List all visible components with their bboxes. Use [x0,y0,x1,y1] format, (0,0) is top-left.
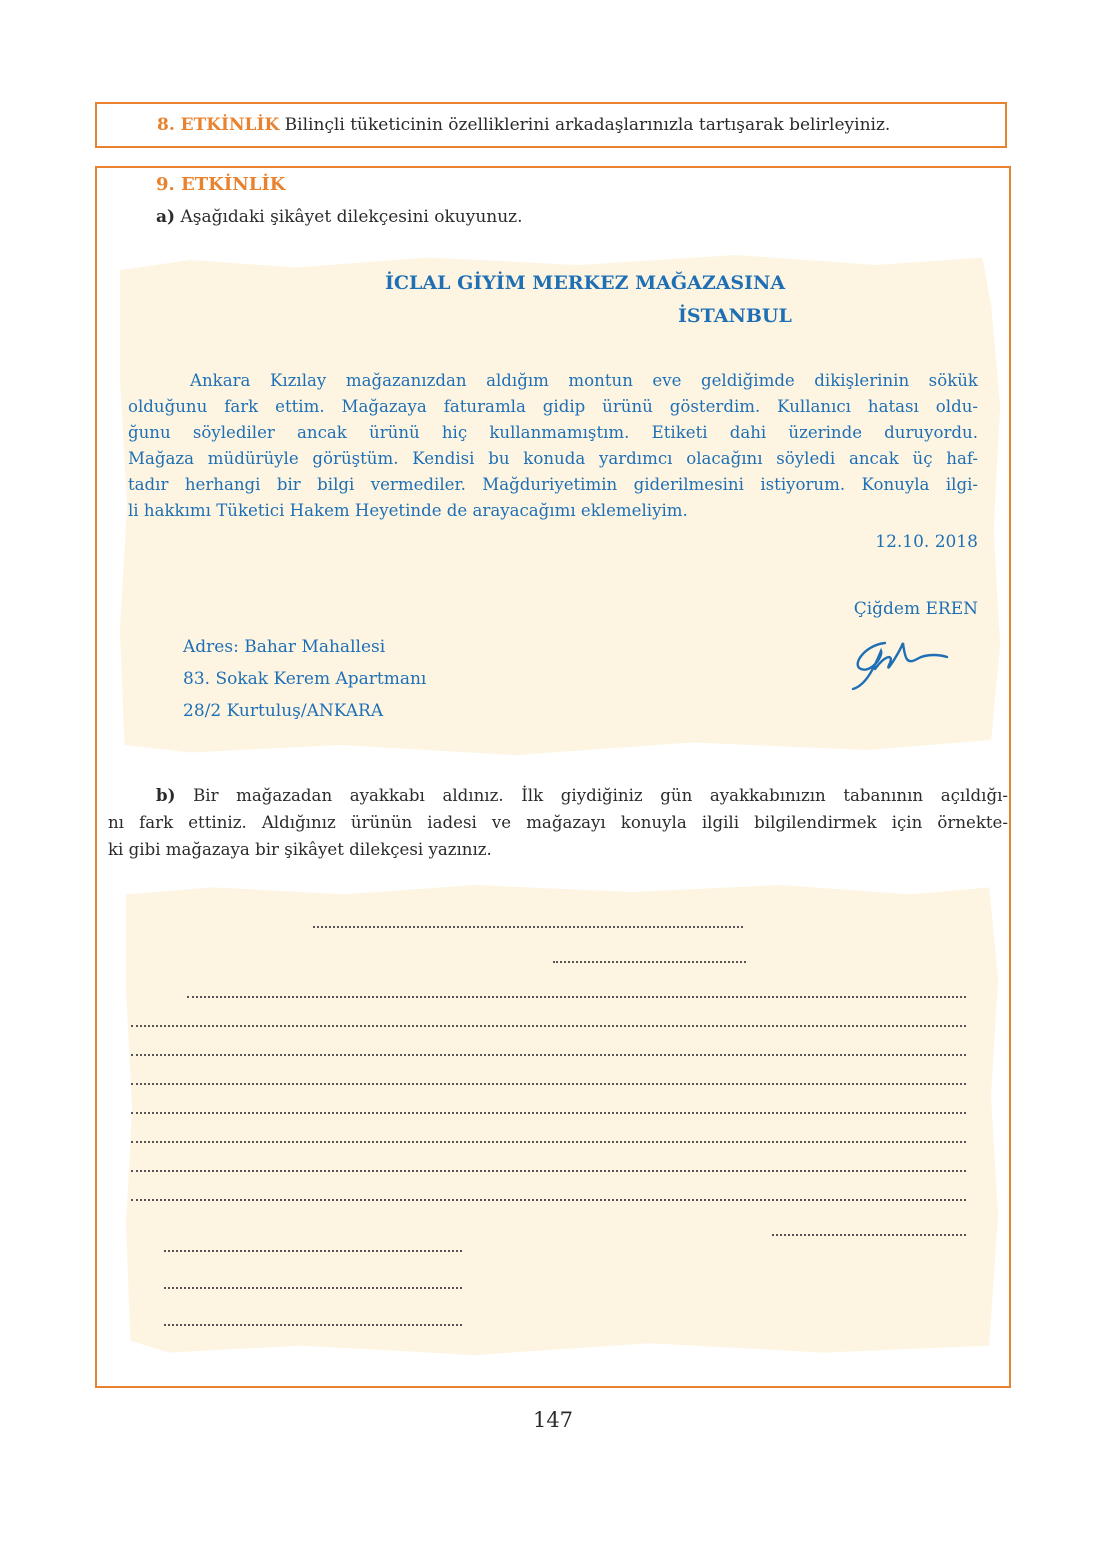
petition-city: İSTANBUL [678,305,792,327]
city-write-line[interactable] [553,961,746,963]
address-line: Adres: Bahar Mahallesi [183,637,386,657]
part-b-label: b) [156,785,176,805]
part-a-label: a) [156,207,176,227]
petition-recipient: İCLAL GİYİM MERKEZ MAĞAZASINA [385,272,786,294]
petition-address [183,631,426,727]
body-write-line[interactable] [187,996,966,998]
signature-write-line[interactable] [772,1234,966,1236]
address-write-line[interactable] [164,1250,462,1252]
part-b-line [108,782,1008,809]
body-write-line[interactable] [131,1170,966,1172]
petition-body-line: li hakkımı Tüketici Hakem Heyetinde de arayacağımı eklemeliyim. [128,501,688,520]
petition-body-line: ğunu söylediler ancak ürünü hiç kullanmamıştım. Etiketi dahi üzerinde duruyordu. [128,423,978,442]
part-b-line: ki gibi mağazaya bir şikâyet dilekçesi yazınız. [108,840,492,859]
address-line: 28/2 Kurtuluş/ANKARA [183,701,384,721]
address-write-line[interactable] [164,1287,462,1289]
body-write-line[interactable] [131,1112,966,1114]
handwritten-signature [845,635,955,695]
body-write-line[interactable] [131,1199,966,1201]
part-b-instruction [108,782,1008,863]
activity-8-text: Bilinçli tüketicinin özelliklerini arkadaşlarınızla tartışarak belirleyiniz. [279,115,891,135]
petition-body-line: Mağaza müdürüyle görüştüm. Kendisi bu konuda yardımcı olacağını söyledi ancak üç haf- [128,449,978,468]
petition-body-line: olduğunu fark ettim. Mağazaya faturamla gidip ürünü gösterdim. Kullanıcı hatası oldu- [128,397,978,416]
writing-paper [126,885,998,1355]
activity-8-box [95,102,1007,148]
petition-body-line: Ankara Kızılay mağazanızdan aldığım montun eve geldiğimde dikişlerinin sökük [190,371,978,390]
address-line: 83. Sokak Kerem Apartmanı [183,669,427,689]
petition-body-line: tadır herhangi bir bilgi vermediler. Mağduriyetimin giderilmesini istiyorum. Konuyla ilgi- [128,475,978,494]
petition-signer: Çiğdem EREN [853,599,978,619]
activity-8-label: 8. ETKİNLİK [157,115,280,135]
page-number: 147 [532,1408,574,1432]
activity-8-line [157,115,890,135]
part-b-line: nı fark ettiniz. Aldığınız ürünün iadesi ve mağazayı konuyla ilgili bilgilendirmek için örnekte- [108,813,1008,832]
body-write-line[interactable] [131,1141,966,1143]
body-write-line[interactable] [131,1083,966,1085]
part-a-instruction [156,207,523,227]
petition-date: 12.10. 2018 [875,532,978,552]
body-write-line[interactable] [131,1054,966,1056]
address-write-line[interactable] [164,1324,462,1326]
part-a-text: Aşağıdaki şikâyet dilekçesini okuyunuz. [175,207,523,227]
body-write-line[interactable] [131,1025,966,1027]
recipient-write-line[interactable] [313,926,743,928]
activity-9-title: 9. ETKİNLİK [156,174,286,195]
part-b-line-text: Bir mağazadan ayakkabı aldınız. İlk giydiğiniz gün ayakkabınızın tabanının açıldığı- [175,786,1008,805]
petition-body [128,368,978,524]
